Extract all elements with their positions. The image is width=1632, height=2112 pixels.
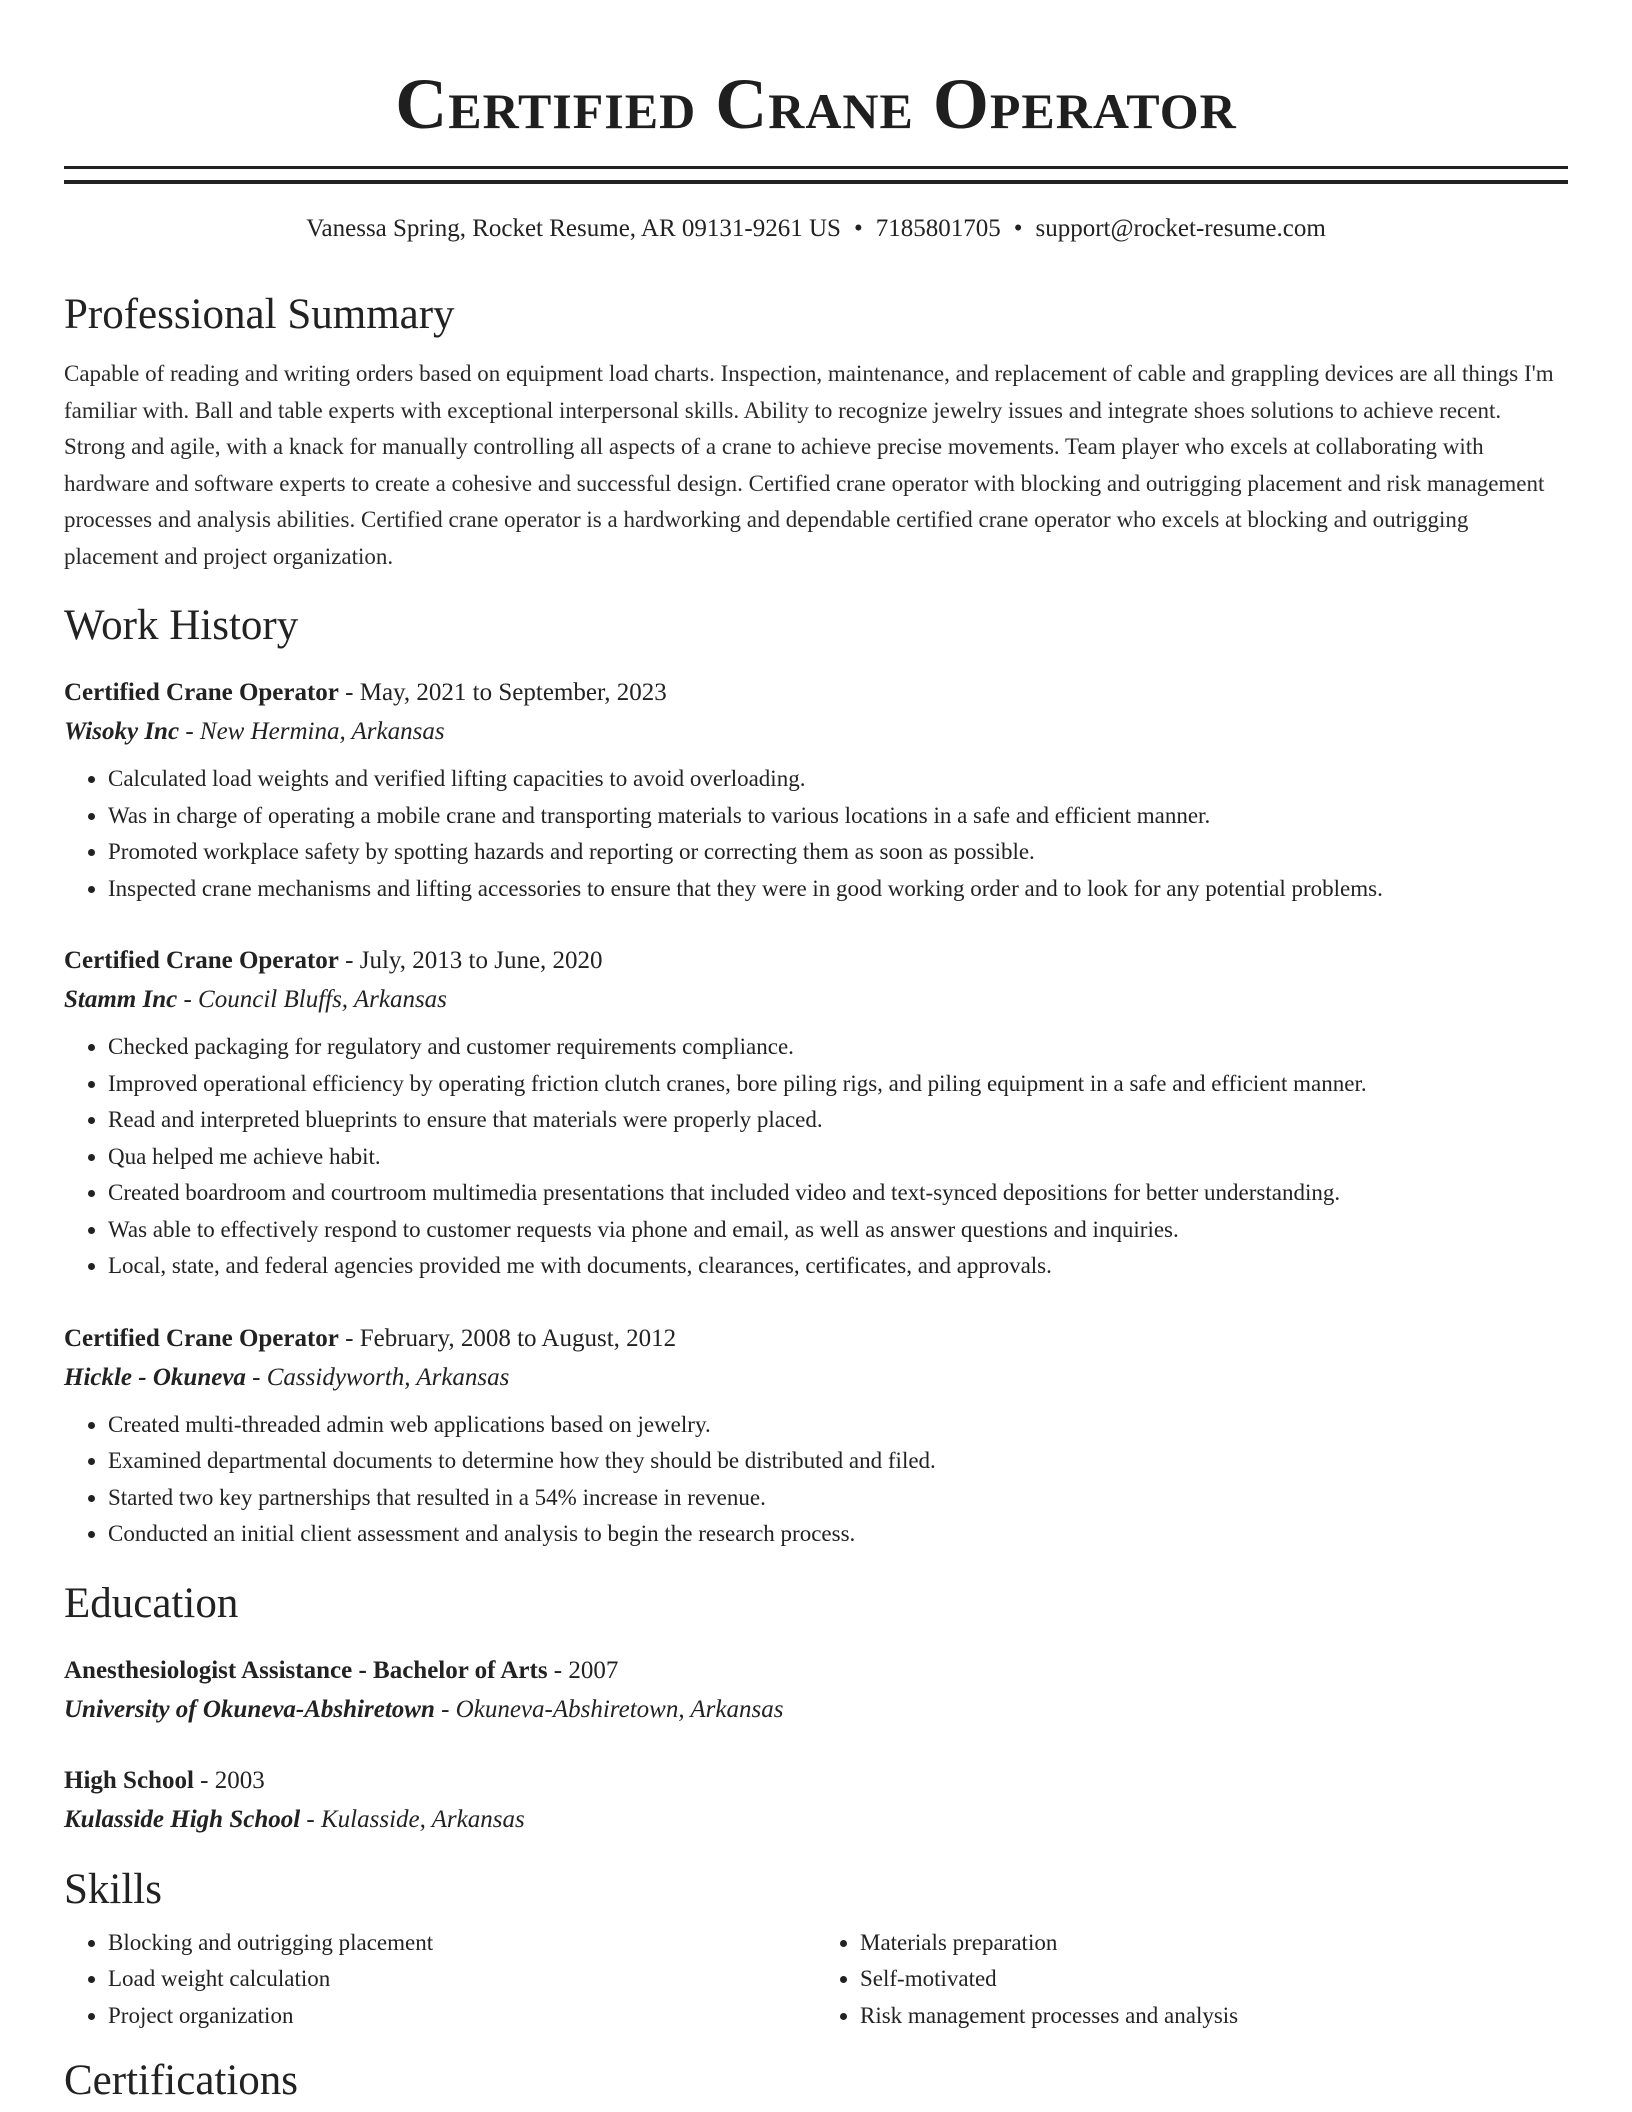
education-location: - Kulasside, Arkansas [300, 1805, 525, 1833]
education-school: Kulasside High School [64, 1805, 301, 1833]
job-title: Certified Crane Operator [64, 1324, 339, 1352]
job-bullet: • Created multi-threaded admin web applications based on jewelry. [108, 1407, 1568, 1444]
job-company: Hickle - Okuneva [64, 1363, 246, 1391]
skills-grid [64, 1925, 1568, 2035]
job-company-line [64, 1358, 1568, 1397]
job-dates: - February, 2008 to August, 2012 [338, 1324, 677, 1352]
skill-item: • Project organization [108, 1998, 816, 2035]
job-title-line [64, 673, 1568, 712]
job-location: - Council Bluffs, Arkansas [177, 986, 447, 1013]
education-degree-line [64, 1761, 1568, 1800]
job-title: Certified Crane Operator [64, 947, 339, 974]
job-location: - Cassidyworth, Arkansas [245, 1363, 510, 1391]
skill-item: • Blocking and outrigging placement [108, 1925, 816, 1962]
title-divider [64, 166, 1568, 184]
job-bullet: • Examined departmental documents to determine how they should be distributed and filed. [108, 1443, 1568, 1480]
education-school: University of Okuneva-Abshiretown [64, 1695, 435, 1723]
skill-item: • Self-motivated [860, 1961, 1568, 1998]
job-entry [64, 941, 1568, 1285]
job-bullet: • Improved operational efficiency by operating friction clutch cranes, bore piling rigs, and piling equipment in a safe and efficient manner. [108, 1066, 1568, 1103]
job-bullet: • Was in charge of operating a mobile crane and transporting materials to various locations in a safe and efficient manner. [108, 798, 1568, 835]
job-entry [64, 673, 1568, 907]
job-dates: - July, 2013 to June, 2020 [338, 947, 603, 974]
resume-title: Certified Crane Operator [395, 64, 1237, 144]
contact-separator: • [853, 215, 863, 242]
skills-heading: Skills [64, 1865, 162, 1913]
job-bullet: • Read and interpreted blueprints to ensure that materials were properly placed. [108, 1102, 1568, 1139]
job-bullet: • Conducted an initial client assessment and analysis to begin the research process. [108, 1516, 1568, 1553]
education-heading: Education [64, 1579, 239, 1627]
job-company: Stamm Inc [64, 986, 178, 1013]
resume-page [64, 0, 1568, 2106]
job-company: Wisoky Inc [64, 718, 180, 745]
job-title-line [64, 1319, 1568, 1358]
work-history-heading: Work History [64, 602, 299, 649]
job-company-line [64, 980, 1568, 1019]
summary-heading: Professional Summary [64, 291, 455, 338]
education-school-line [64, 1690, 1568, 1729]
job-bullet: • Qua helped me achieve habit. [108, 1139, 1568, 1176]
job-bullet: • Created boardroom and courtroom multimedia presentations that included video and text-synced depositions for better understanding. [108, 1175, 1568, 1212]
job-bullet: • Inspected crane mechanisms and lifting accessories to ensure that they were in good working order and to look for any potential problems. [108, 871, 1568, 908]
education-entry [64, 1761, 1568, 1839]
job-dates: - May, 2021 to September, 2023 [338, 679, 667, 706]
skill-item: • Materials preparation [860, 1925, 1568, 1962]
job-bullet: • Local, state, and federal agencies provided me with documents, clearances, certificates, and approvals. [108, 1248, 1568, 1285]
job-bullet: • Promoted workplace safety by spotting hazards and reporting or correcting them as soon as possible. [108, 834, 1568, 871]
education-year: - 2007 [547, 1656, 619, 1684]
certifications-heading: Certifications [64, 2057, 299, 2104]
skill-item: • Risk management processes and analysis [860, 1998, 1568, 2035]
skills-column-right [816, 1925, 1568, 2035]
job-entry [64, 1319, 1568, 1553]
job-bullets [64, 1029, 1568, 1285]
contact-separator: • [1013, 215, 1023, 242]
job-title-line [64, 941, 1568, 980]
contact-email: support@rocket-resume.com [1035, 215, 1326, 242]
skill-item: • Load weight calculation [108, 1961, 816, 1998]
job-bullet: • Was able to effectively respond to customer requests via phone and email, as well as answer questions and inquiries. [108, 1212, 1568, 1249]
education-degree: High School [64, 1766, 194, 1794]
job-bullets [64, 761, 1568, 907]
education-degree-line [64, 1651, 1568, 1690]
contact-phone: 7185801705 [875, 215, 1001, 242]
contact-line [64, 214, 1568, 244]
education-degree: Anesthesiologist Assistance - Bachelor of Arts [64, 1656, 548, 1684]
job-bullet: • Calculated load weights and verified lifting capacities to avoid overloading. [108, 761, 1568, 798]
education-entry [64, 1651, 1568, 1729]
job-title: Certified Crane Operator [64, 679, 339, 706]
education-location: - Okuneva-Abshiretown, Arkansas [434, 1695, 784, 1723]
skills-column-left [64, 1925, 816, 2035]
education-year: - 2003 [193, 1766, 265, 1794]
contact-address: Vanessa Spring, Rocket Resume, AR 09131-9261 US [306, 215, 841, 242]
job-company-line [64, 712, 1568, 751]
job-bullet: • Started two key partnerships that resulted in a 54% increase in revenue. [108, 1480, 1568, 1517]
job-bullets [64, 1407, 1568, 1553]
job-bullet: • Checked packaging for regulatory and customer requirements compliance. [108, 1029, 1568, 1066]
summary-text: Capable of reading and writing orders based on equipment load charts. Inspection, maintenance, and replacement of cable and grappling devices are all things I'm familiar with. Ball and table experts with exceptional interpersonal skills. Ability to recognize jewelry issues and integrate shoes solutions to achieve recent. Strong and agile, with a knack for manually controlling all aspects of a crane to achieve precise movements. Team player who excels at collaborating with hardware and software experts to create a cohesive and successful design. Certified crane operator with blocking and outrigging placement and risk management processes and analysis abilities. Certified crane operator is a hardworking and dependable certified crane operator who excels at blocking and outrigging placement and project organization. [64, 361, 1554, 569]
education-school-line [64, 1800, 1568, 1839]
job-location: - New Hermina, Arkansas [179, 718, 445, 745]
